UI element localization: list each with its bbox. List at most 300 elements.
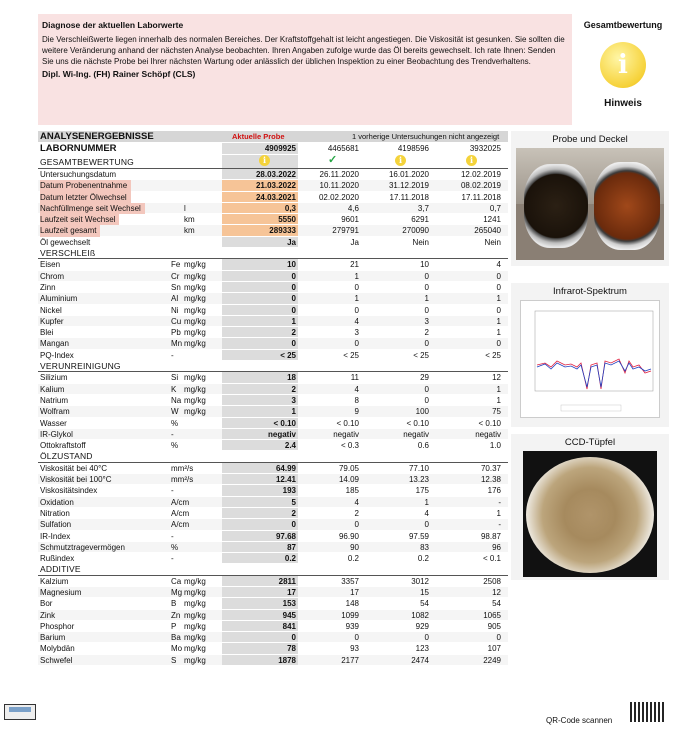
table-row bbox=[38, 305, 508, 316]
table-row bbox=[38, 384, 508, 395]
row-value: 176 bbox=[487, 486, 501, 496]
info-row-value: 5550 bbox=[278, 215, 296, 225]
row-value: 54 bbox=[420, 599, 429, 609]
row-value: negativ bbox=[267, 429, 296, 439]
row-value: 4 bbox=[496, 260, 501, 270]
table-row bbox=[38, 350, 508, 361]
row-value: 18 bbox=[287, 373, 296, 383]
row-unit: mg/kg bbox=[184, 644, 206, 654]
info-row-value: 26.11.2020 bbox=[319, 170, 359, 179]
row-value: 90 bbox=[350, 542, 359, 552]
row-value: 0 bbox=[496, 305, 501, 315]
row-symbol: W bbox=[171, 407, 179, 417]
current-sample-label: Aktuelle Probe bbox=[232, 132, 285, 141]
row-value: 2474 bbox=[411, 655, 429, 665]
photo-title: Probe und Deckel bbox=[552, 134, 628, 145]
info-row-value: 17.11.2018 bbox=[461, 192, 501, 202]
info-icon: i bbox=[395, 155, 406, 166]
row-unit: mg/kg bbox=[184, 305, 206, 315]
row-value: 83 bbox=[420, 542, 429, 552]
row-label: Oxidation bbox=[40, 497, 74, 507]
row-symbol: Ba bbox=[171, 633, 181, 643]
row-value: 1082 bbox=[411, 610, 429, 620]
row-value: 148 bbox=[345, 599, 359, 609]
info-row bbox=[38, 214, 508, 225]
info-row-value: 1241 bbox=[483, 215, 501, 225]
lab-number-cell: 4909925 bbox=[264, 144, 296, 153]
table-row bbox=[38, 553, 508, 564]
row-label: PQ-Index bbox=[40, 350, 74, 360]
row-value: 2811 bbox=[278, 576, 296, 586]
table-row bbox=[38, 429, 508, 440]
info-row-value: 265040 bbox=[474, 226, 501, 236]
section-header bbox=[38, 248, 508, 259]
info-row-value: 0,7 bbox=[489, 203, 501, 213]
info-row-value: 17.11.2018 bbox=[389, 192, 429, 202]
row-symbol: Sn bbox=[171, 282, 181, 292]
row-unit: mg/kg bbox=[184, 316, 206, 326]
lab-number-label: LABORNUMMER bbox=[40, 143, 117, 154]
row-unit: mg/kg bbox=[184, 282, 206, 292]
row-symbol: - bbox=[171, 486, 174, 496]
row-value: 3012 bbox=[411, 576, 429, 586]
section-title: ADDITIVE bbox=[40, 564, 81, 575]
info-row bbox=[38, 180, 508, 191]
table-row bbox=[38, 655, 508, 666]
diagnosis-title: Diagnose der aktuellen Laborwerte bbox=[42, 20, 184, 30]
row-unit: mg/kg bbox=[184, 633, 206, 643]
row-value: 0 bbox=[291, 282, 296, 292]
overall-title: Gesamtbewertung bbox=[583, 20, 663, 30]
row-value: 0 bbox=[354, 339, 359, 349]
row-value: 97.68 bbox=[275, 531, 296, 541]
row-value: negativ bbox=[475, 429, 501, 439]
row-value: negativ bbox=[333, 429, 359, 439]
row-value: 1 bbox=[354, 294, 359, 304]
lab-number-cell: 4198596 bbox=[397, 144, 429, 153]
row-value: 929 bbox=[415, 621, 429, 631]
row-value: 2 bbox=[291, 508, 296, 518]
info-row-unit: l bbox=[184, 203, 186, 213]
row-value: 5 bbox=[291, 497, 296, 507]
lab-number-cell: 3932025 bbox=[469, 144, 501, 153]
row-symbol: Na bbox=[171, 395, 182, 405]
row-unit: mg/kg bbox=[184, 294, 206, 304]
row-unit: mg/kg bbox=[184, 328, 206, 338]
row-label: Nitration bbox=[40, 508, 70, 518]
row-symbol: mm²/s bbox=[171, 475, 194, 485]
spectrum-title: Infrarot-Spektrum bbox=[553, 286, 627, 297]
row-unit: mg/kg bbox=[184, 271, 206, 281]
row-value: < 25 bbox=[343, 350, 359, 360]
overall-row bbox=[38, 155, 508, 169]
table-row bbox=[38, 282, 508, 293]
diagnosis-signature: Dipl. Wi-Ing. (FH) Rainer Schöpf (CLS) bbox=[42, 69, 196, 79]
row-value: 17 bbox=[287, 587, 296, 597]
row-value: < 0.10 bbox=[478, 418, 501, 428]
row-symbol: S bbox=[171, 655, 177, 665]
row-value: 945 bbox=[282, 610, 296, 620]
row-value: 1 bbox=[496, 294, 501, 304]
row-label: Natrium bbox=[40, 395, 69, 405]
ccd-spot-image bbox=[523, 451, 657, 577]
row-value: 11 bbox=[350, 373, 359, 383]
row-value: < 25 bbox=[413, 350, 429, 360]
row-unit: mg/kg bbox=[184, 339, 206, 349]
table-row bbox=[38, 418, 508, 429]
row-value: 0 bbox=[354, 633, 359, 643]
row-symbol: mm²/s bbox=[171, 463, 194, 473]
info-row-label: Nachfüllmenge seit Wechsel bbox=[40, 203, 145, 214]
row-value: 0 bbox=[496, 633, 501, 643]
row-label: Kalium bbox=[40, 384, 65, 394]
row-value: 2 bbox=[424, 328, 429, 338]
row-unit: mg/kg bbox=[184, 610, 206, 620]
ir-spectrum-chart bbox=[520, 300, 660, 418]
row-value: 3 bbox=[354, 328, 359, 338]
row-label: IR-Index bbox=[40, 531, 71, 541]
row-symbol: Pb bbox=[171, 328, 181, 338]
previous-hidden-label: 1 vorherige Untersuchungen nicht angezeigt bbox=[352, 132, 500, 141]
row-label: Magnesium bbox=[40, 587, 82, 597]
info-row-unit: km bbox=[184, 215, 195, 225]
row-value: 29 bbox=[420, 373, 429, 383]
row-value: 1 bbox=[424, 294, 429, 304]
row-value: 21 bbox=[350, 260, 359, 270]
table-header-row bbox=[38, 131, 508, 143]
info-row-value: 0,3 bbox=[284, 203, 296, 213]
row-label: Bor bbox=[40, 599, 53, 609]
info-row-value: 4,6 bbox=[347, 203, 359, 213]
info-row-value: 279791 bbox=[332, 226, 359, 236]
row-value: 96.90 bbox=[338, 531, 359, 541]
row-value: 12.41 bbox=[275, 475, 296, 485]
info-icon: i bbox=[600, 42, 646, 88]
row-value: 905 bbox=[487, 621, 501, 631]
row-value: 0.2 bbox=[284, 554, 296, 564]
row-value: 0 bbox=[424, 305, 429, 315]
row-value: 3 bbox=[424, 316, 429, 326]
row-unit: mg/kg bbox=[184, 576, 206, 586]
row-label: Ottokraftstoff bbox=[40, 441, 86, 451]
row-value: 1 bbox=[496, 316, 501, 326]
row-value: 14.09 bbox=[338, 475, 359, 485]
row-unit: mg/kg bbox=[184, 384, 206, 394]
row-unit: mg/kg bbox=[184, 407, 206, 417]
row-symbol: Fe bbox=[171, 260, 181, 270]
row-value: 17 bbox=[350, 587, 359, 597]
row-symbol: % bbox=[171, 542, 179, 552]
row-value: 0 bbox=[354, 305, 359, 315]
row-label: Zink bbox=[40, 610, 56, 620]
row-value: 153 bbox=[282, 599, 296, 609]
info-row-label: Datum letzter Ölwechsel bbox=[40, 192, 131, 203]
info-row-value: Ja bbox=[350, 237, 359, 247]
table-row bbox=[38, 576, 508, 587]
table-row bbox=[38, 643, 508, 654]
row-value: 77.10 bbox=[408, 463, 429, 473]
ir-spectrum-svg bbox=[521, 301, 659, 417]
info-row-label: Untersuchungsdatum bbox=[40, 170, 117, 179]
row-value: 1 bbox=[291, 407, 296, 417]
row-value: 0.2 bbox=[347, 554, 359, 564]
row-value: 98.87 bbox=[480, 531, 501, 541]
row-value: < 0.10 bbox=[273, 418, 296, 428]
row-value: 70.37 bbox=[480, 463, 501, 473]
diagnosis-text: Die Verschleißwerte liegen innerhalb des normalen Bereiches. Der Kraftstoffgehalt ist leicht angestiegen. Die Viskosität ist gesunken. Sie sollten die weitere Veränderung anhand der nächsten Analyse beobachten. Ihren Angaben zufolge wurde das Öl bereits gewechselt. Ich rate Ihnen: Senden Sie uns die nächste Probe bei Ihrer nächsten Wartung oder anlässlich der üblichen Inspektion zu einer Beobachtung des Trendverhaltens. bbox=[42, 35, 565, 66]
row-symbol: A/cm bbox=[171, 508, 190, 518]
overall-row-label: GESAMTBEWERTUNG bbox=[40, 157, 134, 167]
overall-status: Hinweis bbox=[604, 98, 642, 109]
row-label: Viskosität bei 40°C bbox=[40, 463, 108, 473]
row-unit: mg/kg bbox=[184, 599, 206, 609]
photo-panel bbox=[511, 131, 669, 266]
row-symbol: Ca bbox=[171, 576, 182, 586]
row-label: Viskositätsindex bbox=[40, 486, 98, 496]
section-title: VERUNREINIGUNG bbox=[40, 361, 121, 372]
row-label: Wolfram bbox=[40, 407, 70, 417]
row-symbol: K bbox=[171, 384, 177, 394]
row-value: 0 bbox=[424, 384, 429, 394]
row-value: 12 bbox=[492, 373, 501, 383]
row-value: 841 bbox=[282, 621, 296, 631]
row-label: Rußindex bbox=[40, 554, 75, 564]
row-label: Sulfation bbox=[40, 520, 72, 530]
row-symbol: % bbox=[171, 441, 179, 451]
row-value: 193 bbox=[282, 486, 296, 496]
table-row bbox=[38, 293, 508, 304]
table-row bbox=[38, 632, 508, 643]
row-label: Chrom bbox=[40, 271, 65, 281]
info-row-label: Laufzeit seit Wechsel bbox=[40, 214, 119, 225]
row-value: 0 bbox=[424, 339, 429, 349]
row-value: 1 bbox=[496, 508, 501, 518]
row-value: 2 bbox=[291, 328, 296, 338]
lab-number-row bbox=[38, 143, 508, 155]
row-symbol: % bbox=[171, 418, 179, 428]
row-label: Zinn bbox=[40, 282, 56, 292]
row-label: Eisen bbox=[40, 260, 61, 270]
row-value: 87 bbox=[287, 542, 296, 552]
table-row bbox=[38, 474, 508, 485]
row-unit: mg/kg bbox=[184, 655, 206, 665]
row-symbol: Ni bbox=[171, 305, 179, 315]
info-row-value: 24.03.2021 bbox=[255, 192, 296, 202]
row-label: Kalzium bbox=[40, 576, 69, 586]
row-value: 0 bbox=[424, 395, 429, 405]
row-value: 2508 bbox=[483, 576, 501, 586]
info-icon: i bbox=[259, 155, 270, 166]
row-unit: mg/kg bbox=[184, 260, 206, 270]
info-row-value: 10.11.2020 bbox=[319, 181, 359, 191]
row-value: 12 bbox=[492, 587, 501, 597]
row-symbol: Mn bbox=[171, 339, 183, 349]
row-symbol: Cr bbox=[171, 271, 180, 281]
table-row bbox=[38, 395, 508, 406]
table-row bbox=[38, 338, 508, 349]
row-symbol: B bbox=[171, 599, 177, 609]
section-header bbox=[38, 564, 508, 575]
row-value: 0 bbox=[354, 282, 359, 292]
row-value: - bbox=[498, 520, 501, 530]
info-row-label: Öl gewechselt bbox=[40, 237, 91, 247]
row-value: 123 bbox=[415, 644, 429, 654]
row-symbol: P bbox=[171, 621, 177, 631]
row-value: 0.2 bbox=[417, 554, 429, 564]
sample-photo bbox=[516, 148, 664, 260]
row-value: 0 bbox=[424, 520, 429, 530]
row-value: 107 bbox=[487, 644, 501, 654]
row-value: 0 bbox=[424, 271, 429, 281]
info-row-value: Nein bbox=[412, 237, 429, 247]
row-label: Aluminium bbox=[40, 294, 78, 304]
row-value: 1 bbox=[424, 497, 429, 507]
row-value: 3357 bbox=[341, 576, 359, 586]
info-row bbox=[38, 169, 508, 180]
row-unit: mg/kg bbox=[184, 621, 206, 631]
section-title: VERSCHLEIß bbox=[40, 248, 96, 259]
info-row bbox=[38, 203, 508, 214]
info-row-value: 6291 bbox=[411, 215, 429, 225]
row-value: 175 bbox=[415, 486, 429, 496]
row-value: < 25 bbox=[280, 350, 296, 360]
row-value: 0 bbox=[291, 271, 296, 281]
row-value: 0 bbox=[496, 339, 501, 349]
row-symbol: - bbox=[171, 554, 174, 564]
row-value: 0 bbox=[424, 282, 429, 292]
row-value: 2.4 bbox=[284, 441, 296, 451]
overall-rating bbox=[576, 14, 670, 125]
row-value: 97.59 bbox=[408, 531, 429, 541]
qr-text: QR-Code scannen bbox=[546, 716, 613, 725]
row-symbol: Cu bbox=[171, 316, 182, 326]
row-value: 0 bbox=[496, 282, 501, 292]
row-symbol: A/cm bbox=[171, 497, 190, 507]
table-row bbox=[38, 621, 508, 632]
row-value: 75 bbox=[492, 407, 501, 417]
row-value: 0.6 bbox=[417, 441, 429, 451]
row-value: 13.23 bbox=[408, 475, 429, 485]
row-symbol: Mg bbox=[171, 587, 183, 597]
analysis-table bbox=[38, 131, 508, 666]
table-row bbox=[38, 406, 508, 417]
table-row bbox=[38, 519, 508, 530]
info-row-value: 3,7 bbox=[417, 203, 429, 213]
row-value: 0 bbox=[424, 633, 429, 643]
table-row bbox=[38, 587, 508, 598]
company-logo bbox=[4, 704, 36, 720]
table-row bbox=[38, 327, 508, 338]
row-symbol: Si bbox=[171, 373, 179, 383]
qr-code[interactable] bbox=[630, 702, 664, 722]
row-value: 1065 bbox=[483, 610, 501, 620]
info-row-value: 02.02.2020 bbox=[318, 192, 359, 202]
row-label: Schwefel bbox=[40, 655, 73, 665]
table-row bbox=[38, 440, 508, 451]
row-value: 185 bbox=[345, 486, 359, 496]
table-row bbox=[38, 372, 508, 383]
table-row bbox=[38, 485, 508, 496]
info-row-value: 289333 bbox=[269, 226, 296, 236]
row-label: Nickel bbox=[40, 305, 62, 315]
row-label: Phosphor bbox=[40, 621, 75, 631]
row-value: 9 bbox=[354, 407, 359, 417]
row-value: 79.05 bbox=[338, 463, 359, 473]
table-row bbox=[38, 497, 508, 508]
section-header bbox=[38, 451, 508, 462]
info-row bbox=[38, 225, 508, 236]
row-label: IR-Glykol bbox=[40, 429, 73, 439]
info-row-value: 21.03.2022 bbox=[255, 181, 296, 191]
section-header bbox=[38, 361, 508, 372]
info-row-value: 270090 bbox=[402, 226, 429, 236]
row-value: 4 bbox=[354, 384, 359, 394]
row-value: 2 bbox=[354, 508, 359, 518]
info-row-unit: km bbox=[184, 226, 195, 236]
section-title: ÖLZUSTAND bbox=[40, 451, 93, 462]
row-label: Blei bbox=[40, 328, 54, 338]
lab-number-cell: 4465681 bbox=[327, 144, 359, 153]
row-unit: mg/kg bbox=[184, 395, 206, 405]
row-value: 64.99 bbox=[275, 463, 296, 473]
info-icon: i bbox=[466, 155, 477, 166]
row-value: 96 bbox=[492, 542, 501, 552]
row-unit: mg/kg bbox=[184, 373, 206, 383]
row-value: 1099 bbox=[341, 610, 359, 620]
info-row-value: Nein bbox=[484, 237, 501, 247]
row-value: 0 bbox=[291, 339, 296, 349]
row-value: < 0.10 bbox=[336, 418, 359, 428]
row-label: Kupfer bbox=[40, 316, 64, 326]
row-label: Silizium bbox=[40, 373, 68, 383]
ccd-panel bbox=[511, 434, 669, 580]
row-value: 2177 bbox=[341, 655, 359, 665]
row-value: 0 bbox=[291, 633, 296, 643]
info-row bbox=[38, 192, 508, 203]
row-label: Molybdän bbox=[40, 644, 75, 654]
row-value: 12.38 bbox=[480, 475, 501, 485]
row-label: Wasser bbox=[40, 418, 67, 428]
check-icon: ✓ bbox=[328, 154, 338, 166]
row-symbol: A/cm bbox=[171, 520, 190, 530]
info-row-value: Ja bbox=[287, 237, 296, 247]
table-title: ANALYSENERGEBNISSE bbox=[40, 131, 154, 142]
row-value: 4 bbox=[424, 508, 429, 518]
table-row bbox=[38, 271, 508, 282]
row-symbol: - bbox=[171, 429, 174, 439]
table-row bbox=[38, 531, 508, 542]
table-row bbox=[38, 542, 508, 553]
info-row-value: 28.03.2022 bbox=[255, 170, 296, 179]
row-label: Barium bbox=[40, 633, 66, 643]
info-row-value: 08.02.2019 bbox=[460, 181, 501, 191]
row-value: 1 bbox=[496, 328, 501, 338]
table-row bbox=[38, 610, 508, 621]
info-row-label: Datum Probenentnahme bbox=[40, 180, 131, 191]
row-value: 0 bbox=[291, 520, 296, 530]
row-value: < 25 bbox=[485, 350, 501, 360]
row-value: 1 bbox=[354, 271, 359, 281]
info-row-value: 12.02.2019 bbox=[460, 170, 501, 179]
row-value: 0 bbox=[291, 294, 296, 304]
info-row-value: 16.01.2020 bbox=[388, 170, 429, 179]
row-symbol: Mo bbox=[171, 644, 183, 654]
row-value: < 0.10 bbox=[406, 418, 429, 428]
info-row-label: Laufzeit gesamt bbox=[40, 225, 100, 236]
row-value: 0 bbox=[354, 520, 359, 530]
diagnosis-box bbox=[38, 14, 572, 125]
row-value: 93 bbox=[350, 644, 359, 654]
